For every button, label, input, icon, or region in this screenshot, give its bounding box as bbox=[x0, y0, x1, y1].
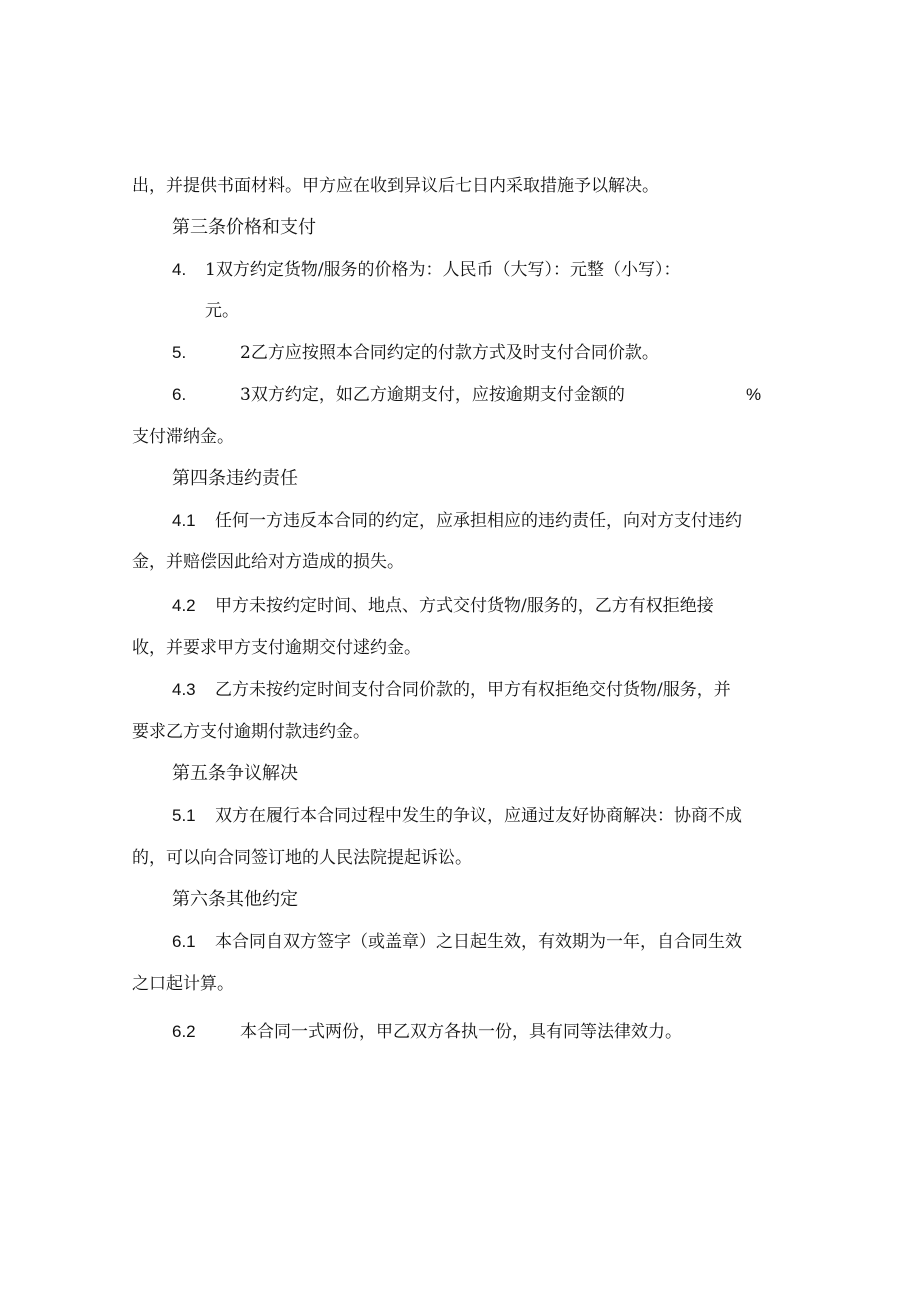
clause-number: 5. bbox=[172, 343, 187, 362]
section-heading: 第五条争议解决 bbox=[172, 763, 298, 784]
clause-number: 4.2 bbox=[172, 596, 196, 615]
paragraph-line: 甲方未按约定时间、地点、方式交付货物/服务的，乙方有权拒绝接 bbox=[215, 596, 714, 616]
clause-number: 6.1 bbox=[172, 932, 196, 951]
clause-number: 6.2 bbox=[172, 1022, 196, 1041]
paragraph-line: 乙方未按约定时间支付合同价款的，甲方有权拒绝交付货物/服务，并 bbox=[215, 680, 731, 700]
paragraph-line: 收，并要求甲方支付逾期交付逑约金。 bbox=[132, 638, 421, 658]
paragraph-line: 双方在履行本合同过程中发生的争议，应通过友好协商解决：协商不成 bbox=[215, 806, 742, 826]
percent-sign: % bbox=[746, 385, 762, 404]
clause-number: 4. bbox=[172, 260, 187, 279]
paragraph-line: 的，可以向合同签订地的人民法院提起诉讼。 bbox=[132, 848, 472, 868]
section-heading: 第四条违约责任 bbox=[172, 468, 298, 489]
clause-number: 4.1 bbox=[172, 511, 196, 530]
paragraph-line: 金，并赔偿因此给对方造成的损失。 bbox=[132, 552, 404, 572]
paragraph-line: 本合同自双方签字（或盖章）之日起生效，有效期为一年，自合同生效 bbox=[215, 932, 742, 952]
paragraph-line: 2乙方应按照本合同约定的付款方式及时支付合同价款。 bbox=[240, 343, 659, 363]
clause-number: 5.1 bbox=[172, 806, 196, 825]
section-heading: 第三条价格和支付 bbox=[172, 217, 316, 238]
paragraph-line: 之口起计算。 bbox=[132, 974, 234, 994]
section-heading: 第六条其他约定 bbox=[172, 889, 298, 910]
paragraph-line: 元。 bbox=[205, 301, 239, 321]
paragraph-line: 1双方约定货物/服务的价格为：人民币（大写）：元整（小写）： bbox=[205, 260, 681, 280]
paragraph-line: 出，并提供书面材料。甲方应在收到异议后七日内采取措施予以解决。 bbox=[132, 176, 659, 196]
paragraph-line: 3双方约定，如乙方逾期支付，应按逾期支付金额的 bbox=[240, 385, 625, 405]
clause-number: 4.3 bbox=[172, 680, 196, 699]
paragraph-line: 支付滞纳金。 bbox=[132, 427, 234, 447]
paragraph-line: 任何一方违反本合同的约定，应承担相应的违约责任，向对方支付违约 bbox=[215, 511, 742, 531]
paragraph-line: 本合同一式两份，甲乙双方各执一份，具有同等法律效力。 bbox=[240, 1022, 682, 1042]
paragraph-line: 要求乙方支付逾期付款违约金。 bbox=[132, 722, 370, 742]
clause-number: 6. bbox=[172, 385, 187, 404]
